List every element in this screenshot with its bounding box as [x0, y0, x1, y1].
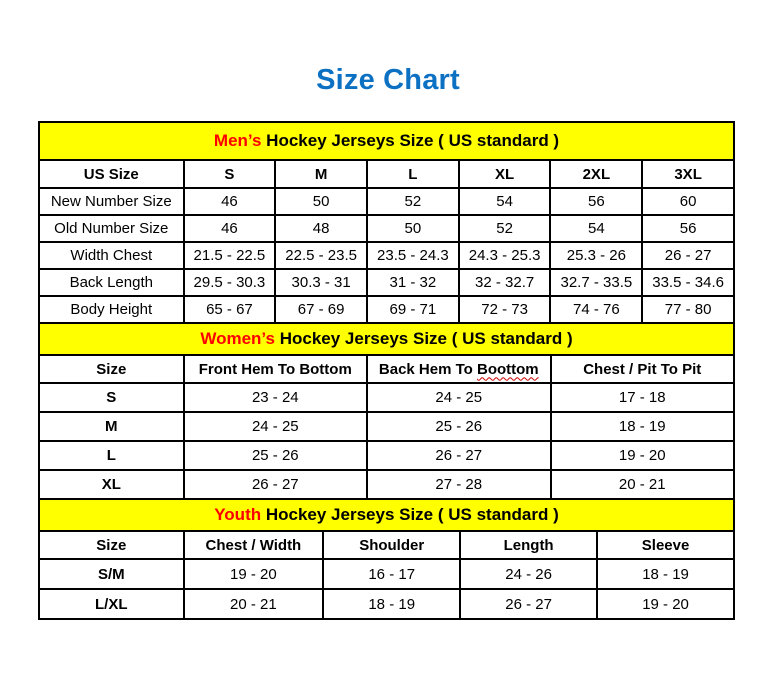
womens-row-label: L [39, 441, 184, 470]
youth-col-shoulder: Shoulder [323, 531, 460, 559]
mens-header-row [39, 160, 734, 188]
mens-size-table [38, 121, 735, 324]
mens-banner-highlight: Men’s [213, 131, 262, 150]
misspelled-word: Boottom [476, 360, 539, 378]
womens-row-xl [39, 470, 734, 499]
mens-cell: 48 [275, 215, 367, 242]
mens-col-s: S [184, 160, 276, 188]
mens-col-2xl: 2XL [550, 160, 642, 188]
mens-cell: 50 [367, 215, 459, 242]
mens-cell: 54 [550, 215, 642, 242]
mens-cell: 60 [642, 188, 734, 215]
womens-cell: 20 - 21 [551, 470, 734, 499]
mens-cell: 33.5 - 34.6 [642, 269, 734, 296]
youth-banner-row [39, 499, 734, 531]
youth-cell: 20 - 21 [184, 589, 324, 619]
youth-header-row [39, 531, 734, 559]
youth-cell: 18 - 19 [597, 559, 734, 589]
womens-row-s [39, 383, 734, 412]
womens-col-size: Size [39, 355, 184, 383]
mens-cell: 74 - 76 [550, 296, 642, 323]
mens-banner-row [39, 122, 734, 160]
youth-row-label: S/M [39, 559, 184, 589]
mens-col-m: M [275, 160, 367, 188]
womens-cell: 25 - 26 [184, 441, 367, 470]
womens-cell: 19 - 20 [551, 441, 734, 470]
youth-cell: 16 - 17 [323, 559, 460, 589]
mens-cell: 26 - 27 [642, 242, 734, 269]
mens-cell: 56 [550, 188, 642, 215]
womens-row-label: M [39, 412, 184, 441]
womens-cell: 23 - 24 [184, 383, 367, 412]
mens-row-body-height [39, 296, 734, 323]
mens-cell: 24.3 - 25.3 [459, 242, 551, 269]
womens-header-row [39, 355, 734, 383]
mens-row-label: Back Length [39, 269, 184, 296]
womens-row-m [39, 412, 734, 441]
womens-cell: 24 - 25 [184, 412, 367, 441]
mens-cell: 52 [367, 188, 459, 215]
mens-col-us-size: US Size [39, 160, 184, 188]
womens-cell: 17 - 18 [551, 383, 734, 412]
mens-cell: 67 - 69 [275, 296, 367, 323]
youth-cell: 24 - 26 [460, 559, 597, 589]
mens-cell: 29.5 - 30.3 [184, 269, 276, 296]
womens-banner-row [39, 323, 734, 355]
mens-cell: 54 [459, 188, 551, 215]
mens-cell: 46 [184, 215, 276, 242]
womens-cell: 26 - 27 [367, 441, 550, 470]
womens-size-table [38, 322, 735, 500]
mens-row-label: Old Number Size [39, 215, 184, 242]
mens-cell: 30.3 - 31 [275, 269, 367, 296]
youth-col-length: Length [460, 531, 597, 559]
youth-size-table [38, 498, 735, 620]
womens-col-front-hem-to-bottom: Front Hem To Bottom [184, 355, 367, 383]
youth-col-chest-width: Chest / Width [184, 531, 324, 559]
womens-cell: 26 - 27 [184, 470, 367, 499]
mens-cell: 65 - 67 [184, 296, 276, 323]
womens-col-chest-pit-to-pit: Chest / Pit To Pit [551, 355, 734, 383]
womens-col-back-hem-to-boottom [367, 355, 550, 383]
womens-table-banner [39, 323, 734, 355]
womens-banner-highlight: Women’s [200, 329, 275, 348]
mens-col-xl: XL [459, 160, 551, 188]
mens-cell: 31 - 32 [367, 269, 459, 296]
mens-cell: 50 [275, 188, 367, 215]
mens-row-old-number-size [39, 215, 734, 242]
mens-table-banner [39, 122, 734, 160]
youth-cell: 19 - 20 [184, 559, 324, 589]
mens-cell: 32.7 - 33.5 [550, 269, 642, 296]
mens-cell: 21.5 - 22.5 [184, 242, 276, 269]
mens-cell: 56 [642, 215, 734, 242]
mens-col-3xl: 3XL [642, 160, 734, 188]
size-chart-tables [38, 121, 735, 620]
mens-cell: 77 - 80 [642, 296, 734, 323]
youth-banner-highlight: Youth [214, 505, 262, 524]
mens-row-label: Body Height [39, 296, 184, 323]
mens-cell: 22.5 - 23.5 [275, 242, 367, 269]
youth-row-label: L/XL [39, 589, 184, 619]
youth-table-banner [39, 499, 734, 531]
womens-cell: 18 - 19 [551, 412, 734, 441]
mens-col-l: L [367, 160, 459, 188]
womens-row-label: S [39, 383, 184, 412]
youth-row-l-xl [39, 589, 734, 619]
mens-cell: 46 [184, 188, 276, 215]
youth-cell: 19 - 20 [597, 589, 734, 619]
womens-banner-text: Hockey Jerseys Size ( US standard ) [274, 329, 573, 348]
mens-row-width-chest [39, 242, 734, 269]
mens-banner-text: Hockey Jerseys Size ( US standard ) [261, 131, 560, 150]
youth-col-size: Size [39, 531, 184, 559]
mens-row-new-number-size [39, 188, 734, 215]
mens-row-label: Width Chest [39, 242, 184, 269]
mens-cell: 23.5 - 24.3 [367, 242, 459, 269]
youth-cell: 26 - 27 [460, 589, 597, 619]
womens-cell: 24 - 25 [367, 383, 550, 412]
mens-row-back-length [39, 269, 734, 296]
youth-row-s-m [39, 559, 734, 589]
youth-cell: 18 - 19 [323, 589, 460, 619]
mens-row-label: New Number Size [39, 188, 184, 215]
mens-cell: 69 - 71 [367, 296, 459, 323]
womens-cell: 25 - 26 [367, 412, 550, 441]
youth-col-sleeve: Sleeve [597, 531, 734, 559]
mens-cell: 72 - 73 [459, 296, 551, 323]
page-title: Size Chart [316, 64, 460, 96]
womens-row-label: XL [39, 470, 184, 499]
youth-banner-text: Hockey Jerseys Size ( US standard ) [261, 505, 559, 524]
mens-cell: 32 - 32.7 [459, 269, 551, 296]
womens-cell: 27 - 28 [367, 470, 550, 499]
womens-row-l [39, 441, 734, 470]
mens-cell: 25.3 - 26 [550, 242, 642, 269]
mens-cell: 52 [459, 215, 551, 242]
womens-col-text: Back Hem To [378, 360, 477, 378]
